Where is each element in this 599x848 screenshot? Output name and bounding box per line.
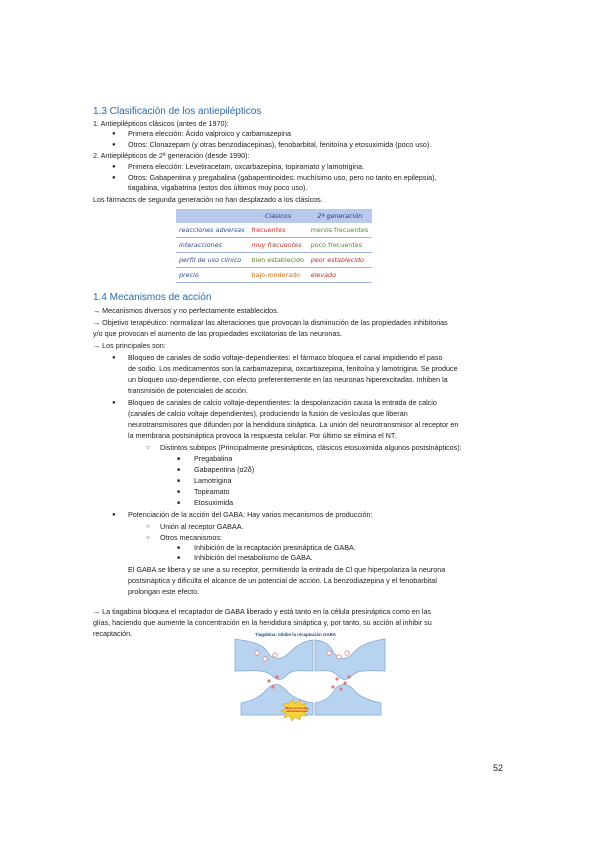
calcium-subtypes: Distintos subtipos (Principalmente presinápticos, clásicos etosuximida algunos postsinápticos): — [160, 443, 462, 452]
table-cell: reacciones adversas — [176, 223, 248, 238]
bullet-circle: ○ — [146, 445, 150, 451]
table-cell: poco frecuentes — [308, 238, 372, 253]
drug-item: Topiramato — [194, 487, 230, 496]
sodium-block-line2: de sodio. Los medicamentos son la carbamazepina, oxcarbazepina, fenitoína y lamotrigina. Se produce — [128, 364, 458, 373]
second-gen-others-line1: Otros: Gabapentina y pregabalina (gabapentinoides: muchísimo uso, pero no tanto en epilepsia), — [128, 173, 437, 182]
table-cell: interacciones — [176, 238, 248, 253]
bullet-square: ■ — [177, 467, 181, 473]
table-cell: precio — [176, 268, 248, 283]
sodium-block-line4: transmisión de potenciales de acción. — [128, 386, 248, 395]
gaba-potentiation: Potenciación de la acción del GABA: Hay varios mecanismos de producción: — [128, 510, 373, 519]
drug-item: Lamotrigina — [194, 476, 232, 485]
figure-title: Tiagabina: Inhibe la recaptación GABA — [255, 632, 336, 637]
section-13-title: 1.3 Clasificación de los antiepilépticos — [93, 106, 262, 117]
section-13-note: Los fármacos de segunda generación no han desplazado a los clásicos. — [93, 195, 323, 204]
table-cell: menos frecuentes — [308, 223, 372, 238]
gaba-paragraph-line2: postsináptica y dificulta el alcance de un potencial de acción. La benzodiazepina y el fenobarbital — [128, 576, 437, 585]
table-header-row — [176, 209, 372, 223]
sodium-block-line1: Bloqueo de canales de sodio voltaje-dependientes: el fármaco bloquea el canal impidiendo el paso — [128, 353, 443, 362]
bullet-square: ■ — [177, 489, 181, 495]
bullet-dot: ● — [112, 400, 116, 406]
starburst-text: Mayor acción del neurotransmisor — [285, 706, 309, 714]
second-gen-others-line2: tiagabina, vigabatrina (estos dos últimos muy poco uso). — [128, 183, 308, 192]
calcium-block-line4: la membrana postsináptica provoca la respuesta celular. Por último se elimina el NT. — [128, 431, 397, 440]
second-gen-heading: 2. Antiepilépticos de 2ª generación (desde 1990): — [93, 151, 250, 160]
gaba-other-mechanisms: Otros mecanismos: — [160, 533, 222, 542]
bullet-dot: ● — [112, 164, 116, 170]
table-header-cell — [176, 209, 248, 223]
page-number: 52 — [493, 763, 504, 773]
drug-item: Gabapentina (α2δ) — [194, 465, 255, 474]
calcium-block-line2: (canales de calcio voltaje dependientes), produciendo la fusión de vesículas que liberan — [128, 409, 408, 418]
table-cell: muy frecuentes — [248, 238, 307, 253]
classic-drugs-heading: 1. Antiepilépticos clásicos (antes de 1970): — [93, 119, 229, 128]
main-mechanisms: → Los principales son: — [93, 341, 166, 350]
presynaptic-terminal-left — [235, 639, 313, 680]
table-cell: elevado — [308, 268, 372, 283]
mechanisms-intro: → Mecanismos diversos y no perfectamente establecidos. — [93, 306, 279, 315]
tiagabine-line2: glías, haciendo que aumente la concentración en la hendidura sináptica y, por tanto, su acción al inhibir su — [93, 618, 432, 627]
table-row — [176, 253, 372, 268]
therapeutic-goal-line2: y/o que provocan el aumento de las propiedades excitatorias de las neuronas. — [93, 329, 342, 338]
table-header-cell: Clásicos — [248, 209, 307, 223]
comparison-table — [176, 209, 372, 283]
table-row — [176, 268, 372, 283]
bullet-dot: ● — [112, 512, 116, 518]
table-cell: peor establecido — [308, 253, 372, 268]
bullet-square: ■ — [177, 456, 181, 462]
tiagabine-line3: recaptación. — [93, 629, 133, 638]
table-row — [176, 223, 372, 238]
section-14-title: 1.4 Mecanismos de acción — [93, 292, 212, 303]
table-cell: frecuentes — [248, 223, 307, 238]
bullet-square: ■ — [177, 555, 181, 561]
therapeutic-goal-line1: → Objetivo terapéutico: normalizar las alteraciones que provocan la disminución de las propiedades inhibitorias — [93, 318, 448, 327]
bullet-circle: ○ — [146, 524, 150, 530]
bullet-square: ■ — [177, 500, 181, 506]
table-cell: bien establecido — [248, 253, 307, 268]
bullet-square: ■ — [177, 478, 181, 484]
table-cell: bajo-moderado — [248, 268, 307, 283]
bullet-dot: ● — [112, 175, 116, 181]
bullet-dot: ● — [112, 131, 116, 137]
drug-item: Etosuximida — [194, 498, 234, 507]
tiagabine-line1: → La tiagabina bloquea el recaptador de GABA liberado y está tanto en la célula presináptica como en las — [93, 607, 432, 616]
bullet-square: ■ — [177, 545, 181, 551]
tiagabine-figure — [229, 631, 391, 727]
gaba-metabolism-inhibition: Inhibición del metabolismo de GABA. — [194, 553, 313, 562]
bullet-dot: ● — [112, 142, 116, 148]
classic-first-choice: Primera elección: Ácido valproico y carbamazepina — [128, 129, 291, 138]
gaba-receptor-binding: Unión al receptor GABAA. — [160, 522, 244, 531]
gaba-paragraph-line1: El GABA se libera y se une a su receptor, permitiendo la entrada de Cl que hiperpolariza la neurona — [128, 565, 446, 574]
bullet-dot: ● — [112, 355, 116, 361]
postsynaptic-membrane-right — [315, 685, 381, 716]
presynaptic-terminal-right — [315, 639, 385, 680]
gaba-reuptake-inhibition: Inhibición de la recaptación presináptica de GABA. — [194, 543, 356, 552]
second-gen-first-choice: Primera elección: Levetiracetam, oxcarbazepina, topiramato y lamotrigina. — [128, 162, 365, 171]
table-header-cell: 2ª generación — [308, 209, 372, 223]
calcium-block-line1: Bloqueo de canales de calcio voltaje-dependientes: la despolarización causa la entrada de calcio — [128, 398, 437, 407]
gaba-paragraph-line3: prolongan este efecto. — [128, 587, 200, 596]
classic-others: Otros: Clonazepam (y otras benzodiacepinas), fenobarbital, fenitoína y etosuximida (poco uso). — [128, 140, 432, 149]
table-cell: perfil de uso clínico — [176, 253, 248, 268]
table-row — [176, 238, 372, 253]
sodium-block-line3: un bloqueo uso-dependiente, con efecto preferentemente en las neuronas hiperexcitadas. Inhiben la — [128, 375, 448, 384]
drug-item: Pregabalina — [194, 454, 233, 463]
bullet-circle: ○ — [146, 535, 150, 541]
calcium-block-line3: neurotransmisores que difunden por la hendidura sináptica. La unión del neurotransmisor al receptor en — [128, 420, 459, 429]
